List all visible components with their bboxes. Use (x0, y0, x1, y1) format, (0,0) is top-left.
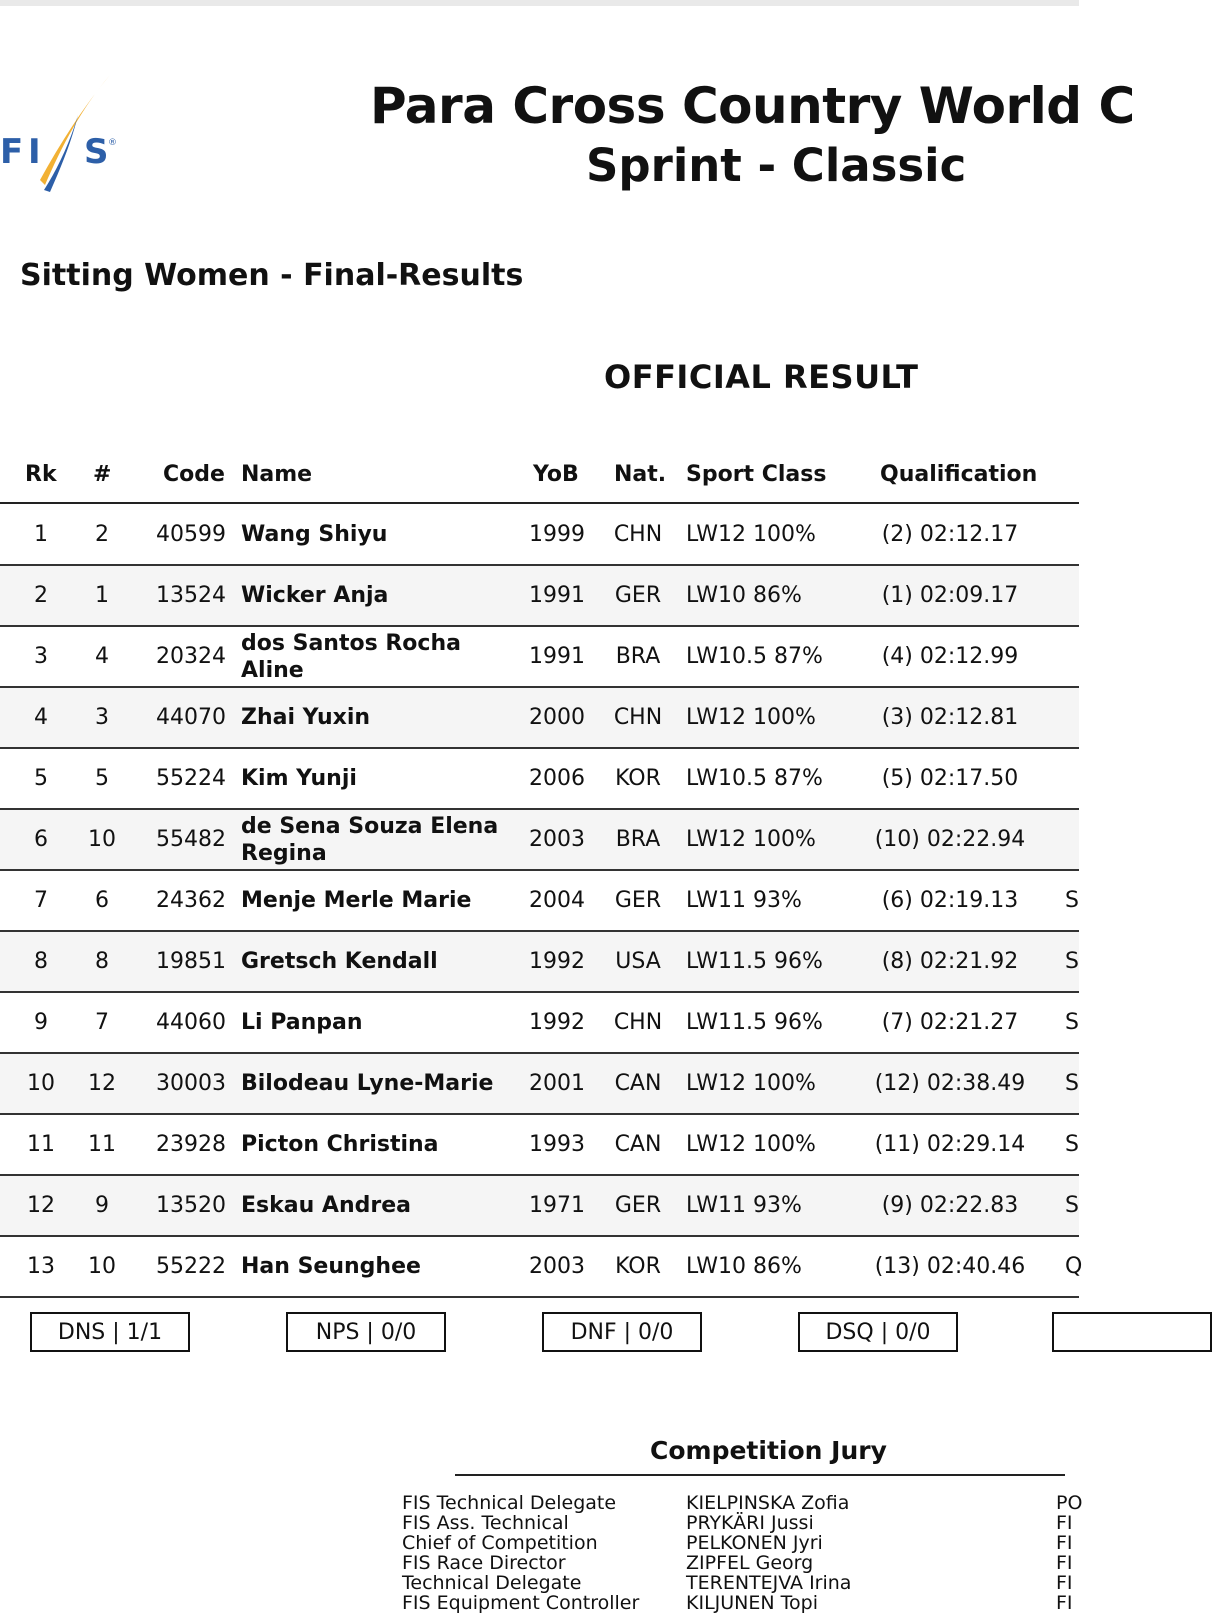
athlete-name-cell: Wang Shiyu (241, 522, 388, 547)
official-result-label: OFFICIAL RESULT (604, 358, 919, 396)
nation-cell: CHN (613, 705, 663, 730)
jury-name: PRYKÄRI Jussi (686, 1512, 814, 1534)
col-nat: Nat. (614, 462, 667, 487)
table-row (0, 688, 1079, 749)
fis-code-cell: 13524 (156, 583, 226, 608)
table-row (0, 1176, 1079, 1237)
rank-cell: 2 (34, 583, 48, 608)
fis-code-cell: 30003 (156, 1071, 226, 1096)
sport-class-cell: LW12 100% (686, 1071, 816, 1096)
table-row (0, 566, 1079, 627)
fis-code-cell: 44060 (156, 1010, 226, 1035)
extra-cell (1065, 505, 1095, 564)
col-yob: YoB (533, 462, 579, 487)
bib-cell: 2 (95, 522, 109, 547)
athlete-name-cell: Menje Merle Marie (241, 888, 472, 913)
table-row (0, 505, 1079, 566)
jury-name: KIELPINSKA Zofia (686, 1492, 850, 1514)
yob-cell: 1992 (529, 949, 585, 974)
table-row (0, 1237, 1083, 1298)
rank-cell: 4 (34, 705, 48, 730)
category-heading: Sitting Women - Final-Results (20, 258, 524, 293)
rank-cell: 5 (34, 766, 48, 791)
extra-cell (1065, 566, 1095, 625)
fis-code-cell: 40599 (156, 522, 226, 547)
extra-cell: S (1065, 949, 1079, 974)
col-rk: Rk (25, 462, 57, 487)
svg-text:S: S (84, 132, 109, 172)
fis-logo (0, 70, 130, 200)
jury-role: Technical Delegate (402, 1572, 582, 1594)
nps-box: NPS | 0/0 (286, 1312, 446, 1352)
jury-name: TERENTEJVA Irina (686, 1572, 852, 1594)
yob-cell: 2001 (529, 1071, 585, 1096)
jury-nation: PO (1056, 1492, 1083, 1514)
sport-class-cell: LW12 100% (686, 827, 816, 852)
nation-cell: KOR (615, 1254, 661, 1279)
jury-role: Chief of Competition (402, 1532, 598, 1554)
col-bib: # (93, 462, 112, 487)
qualification-cell: (13) 02:40.46 (874, 1254, 1026, 1279)
dsq-box: DSQ | 0/0 (798, 1312, 958, 1352)
yob-cell: 1991 (529, 583, 585, 608)
fis-code-cell: 20324 (156, 644, 226, 669)
qualification-cell: (2) 02:12.17 (881, 522, 1019, 547)
jury-name: PELKONEN Jyri (686, 1532, 823, 1554)
extra-cell (1065, 749, 1095, 808)
bib-cell: 11 (88, 1132, 116, 1157)
rank-cell: 10 (27, 1071, 55, 1096)
rank-cell: 6 (34, 827, 48, 852)
dnf-box: DNF | 0/0 (542, 1312, 702, 1352)
table-row (0, 749, 1079, 810)
rank-cell: 13 (27, 1254, 55, 1279)
fis-code-cell: 19851 (156, 949, 226, 974)
bib-cell: 12 (88, 1071, 116, 1096)
jury-rule (455, 1474, 1065, 1476)
bib-cell: 9 (95, 1193, 109, 1218)
jury-names (686, 1493, 851, 1613)
yob-cell: 2003 (529, 827, 585, 852)
fis-code-cell: 44070 (156, 705, 226, 730)
qualification-cell: (5) 02:17.50 (881, 766, 1019, 791)
jury-name: KILJUNEN Topi (686, 1592, 818, 1614)
bib-cell: 10 (88, 827, 116, 852)
sport-class-cell: LW10.5 87% (686, 766, 823, 791)
jury-title: Competition Jury (650, 1436, 887, 1465)
nation-cell: CAN (614, 1132, 662, 1157)
bib-cell: 4 (95, 644, 109, 669)
extra-cell: S (1065, 1193, 1079, 1218)
table-row (0, 993, 1079, 1054)
qualification-cell: (1) 02:09.17 (881, 583, 1019, 608)
jury-name: ZIPFEL Georg (686, 1552, 814, 1574)
page-top-shade (0, 0, 1079, 6)
qualification-cell: (7) 02:21.27 (881, 1010, 1019, 1035)
fis-code-cell: 55222 (156, 1254, 226, 1279)
extra-box (1052, 1312, 1212, 1352)
extra-cell (1065, 688, 1095, 747)
col-qualification: Qualification (880, 462, 1038, 487)
yob-cell: 2006 (529, 766, 585, 791)
nation-cell: CAN (614, 1071, 662, 1096)
sport-class-cell: LW11.5 96% (686, 949, 823, 974)
yob-cell: 1999 (529, 522, 585, 547)
bib-cell: 3 (95, 705, 109, 730)
table-row (0, 627, 1079, 688)
sport-class-cell: LW10 86% (686, 583, 802, 608)
sport-class-cell: LW11.5 96% (686, 1010, 823, 1035)
qualification-cell: (10) 02:22.94 (874, 827, 1026, 852)
svg-text:I: I (28, 132, 41, 172)
jury-role: FIS Ass. Technical (402, 1512, 569, 1534)
qualification-cell: (11) 02:29.14 (874, 1132, 1026, 1157)
fis-code-cell: 13520 (156, 1193, 226, 1218)
yob-cell: 1971 (529, 1193, 585, 1218)
table-row (0, 1115, 1079, 1176)
jury-roles (402, 1493, 639, 1613)
fis-code-cell: 55224 (156, 766, 226, 791)
nation-cell: BRA (615, 827, 661, 852)
bib-cell: 10 (88, 1254, 116, 1279)
jury-role: FIS Technical Delegate (402, 1492, 617, 1514)
rank-cell: 8 (34, 949, 48, 974)
athlete-name-cell: Bilodeau Lyne-Marie (241, 1071, 494, 1096)
athlete-name-cell: dos Santos Rocha Aline (241, 630, 461, 683)
nation-cell: GER (614, 583, 662, 608)
rank-cell: 3 (34, 644, 48, 669)
extra-cell: S (1065, 888, 1079, 913)
yob-cell: 2004 (529, 888, 585, 913)
qualification-cell: (8) 02:21.92 (881, 949, 1019, 974)
jury-nation: FI (1056, 1572, 1073, 1594)
yob-cell: 1991 (529, 644, 585, 669)
extra-cell: S (1065, 1010, 1079, 1035)
jury-role: FIS Equipment Controller (402, 1592, 640, 1614)
header-rule (0, 502, 1079, 504)
col-code: Code (163, 462, 225, 487)
rank-cell: 7 (34, 888, 48, 913)
athlete-name-cell: Picton Christina (241, 1132, 439, 1157)
rank-cell: 9 (34, 1010, 48, 1035)
jury-nation: FI (1056, 1552, 1073, 1574)
nation-cell: GER (614, 1193, 662, 1218)
jury-nation: FI (1056, 1532, 1073, 1554)
rank-cell: 1 (34, 522, 48, 547)
fis-code-cell: 24362 (156, 888, 226, 913)
sport-class-cell: LW10.5 87% (686, 644, 823, 669)
jury-nation: FI (1056, 1512, 1073, 1534)
extra-cell (1065, 810, 1095, 869)
qualification-cell: (6) 02:19.13 (881, 888, 1019, 913)
rank-cell: 11 (27, 1132, 55, 1157)
table-row (0, 932, 1079, 993)
jury-role: FIS Race Director (402, 1552, 566, 1574)
yob-cell: 1993 (529, 1132, 585, 1157)
sport-class-cell: LW10 86% (686, 1254, 802, 1279)
extra-cell (1065, 627, 1095, 686)
svg-text:F: F (0, 132, 24, 172)
jury-nations (1056, 1493, 1082, 1613)
nation-cell: GER (614, 888, 662, 913)
svg-text:®: ® (108, 138, 117, 148)
yob-cell: 2000 (529, 705, 585, 730)
fis-code-cell: 55482 (156, 827, 226, 852)
sport-class-cell: LW12 100% (686, 705, 816, 730)
extra-cell: S (1065, 1132, 1079, 1157)
bib-cell: 7 (95, 1010, 109, 1035)
athlete-name-cell: Wicker Anja (241, 583, 389, 608)
qualification-cell: (12) 02:38.49 (874, 1071, 1026, 1096)
bib-cell: 5 (95, 766, 109, 791)
extra-cell: S (1065, 1071, 1079, 1096)
athlete-name-cell: Han Seunghee (241, 1254, 421, 1279)
fis-code-cell: 23928 (156, 1132, 226, 1157)
table-row (0, 1054, 1079, 1115)
col-name: Name (241, 462, 313, 487)
rank-cell: 12 (27, 1193, 55, 1218)
sport-class-cell: LW11 93% (686, 1193, 802, 1218)
bib-cell: 1 (95, 583, 109, 608)
table-row (0, 871, 1079, 932)
qualification-cell: (3) 02:12.81 (881, 705, 1019, 730)
qualification-cell: (9) 02:22.83 (881, 1193, 1019, 1218)
table-header (0, 455, 1079, 495)
sport-class-cell: LW11 93% (686, 888, 802, 913)
bib-cell: 6 (95, 888, 109, 913)
jury-nation: FI (1056, 1592, 1073, 1614)
event-subtitle: Sprint - Classic (586, 139, 967, 192)
yob-cell: 1992 (529, 1010, 585, 1035)
athlete-name-cell: Zhai Yuxin (241, 705, 371, 730)
page-title: Para Cross Country World C (370, 77, 1135, 135)
nation-cell: USA (615, 949, 661, 974)
bib-cell: 8 (95, 949, 109, 974)
table-row (0, 810, 1079, 871)
extra-cell: Q (1065, 1254, 1083, 1279)
qualification-cell: (4) 02:12.99 (881, 644, 1019, 669)
athlete-name-cell: Gretsch Kendall (241, 949, 438, 974)
nation-cell: CHN (613, 522, 663, 547)
athlete-name-cell: Eskau Andrea (241, 1193, 411, 1218)
sport-class-cell: LW12 100% (686, 1132, 816, 1157)
athlete-name-cell: Kim Yunji (241, 766, 357, 791)
athlete-name-cell: de Sena Souza Elena Regina (241, 813, 499, 866)
yob-cell: 2003 (529, 1254, 585, 1279)
dns-box: DNS | 1/1 (30, 1312, 190, 1352)
nation-cell: KOR (615, 766, 661, 791)
athlete-name-cell: Li Panpan (241, 1010, 363, 1035)
nation-cell: CHN (613, 1010, 663, 1035)
col-sport-class: Sport Class (686, 462, 827, 487)
nation-cell: BRA (615, 644, 661, 669)
sport-class-cell: LW12 100% (686, 522, 816, 547)
